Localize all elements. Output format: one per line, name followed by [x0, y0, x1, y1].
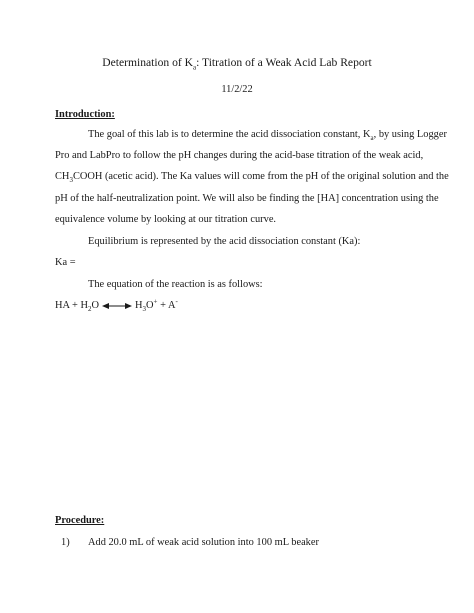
eq-subscript: 3 [142, 305, 147, 314]
document-date: 11/2/22 [221, 84, 253, 95]
eq-rhs: H [135, 300, 143, 311]
intro-text: COOH (acetic acid). The Ka values will come from the pH of the original solution and the [72, 171, 449, 182]
reaction-equation [55, 299, 178, 312]
eq-superscript: - [175, 297, 178, 306]
intro-paragraph-line-3 [55, 170, 449, 183]
eq-lhs: HA + H [55, 300, 88, 311]
reaction-sentence: The equation of the reaction is as follows: [88, 279, 263, 290]
intro-text: The goal of this lab is to determine the acid dissociation constant, K [88, 129, 371, 140]
intro-paragraph-line-1 [88, 128, 447, 141]
procedure-step-number: 1) [61, 537, 70, 548]
intro-paragraph-line-4: pH of the half-neutralization point. We will also be finding the [HA] concentration using the [55, 193, 439, 204]
equilibrium-double-arrow-icon [102, 302, 132, 310]
title-subscript: a [193, 63, 197, 72]
eq-subscript: 2 [88, 305, 92, 314]
ka-expression: Ka = [55, 257, 76, 268]
introduction-heading: Introduction: [55, 109, 115, 120]
intro-paragraph-line-2: Pro and LabPro to follow the pH changes during the acid-base titration of the weak acid, [55, 150, 424, 161]
procedure-heading: Procedure: [55, 515, 105, 526]
procedure-step-text: Add 20.0 mL of weak acid solution into 100 mL beaker [88, 537, 319, 548]
eq-lhs-o: O [91, 300, 100, 311]
document-title [0, 56, 474, 72]
eq-superscript: + [153, 297, 158, 306]
intro-paragraph-line-5: equivalence volume by looking at our titration curve. [55, 214, 277, 225]
eq-rhs-o: O [146, 300, 154, 311]
equilibrium-sentence: Equilibrium is represented by the acid dissociation constant (Ka): [88, 236, 361, 247]
intro-text: , by using Logger [373, 129, 447, 140]
eq-rhs-anion: + A [157, 300, 176, 311]
ka-subscript: a [370, 134, 374, 143]
ch3-subscript: 3 [69, 176, 73, 185]
title-suffix: : Titration of a Weak Acid Lab Report [196, 56, 372, 69]
title-prefix: Determination of K [102, 56, 194, 69]
intro-text: CH [55, 171, 70, 182]
